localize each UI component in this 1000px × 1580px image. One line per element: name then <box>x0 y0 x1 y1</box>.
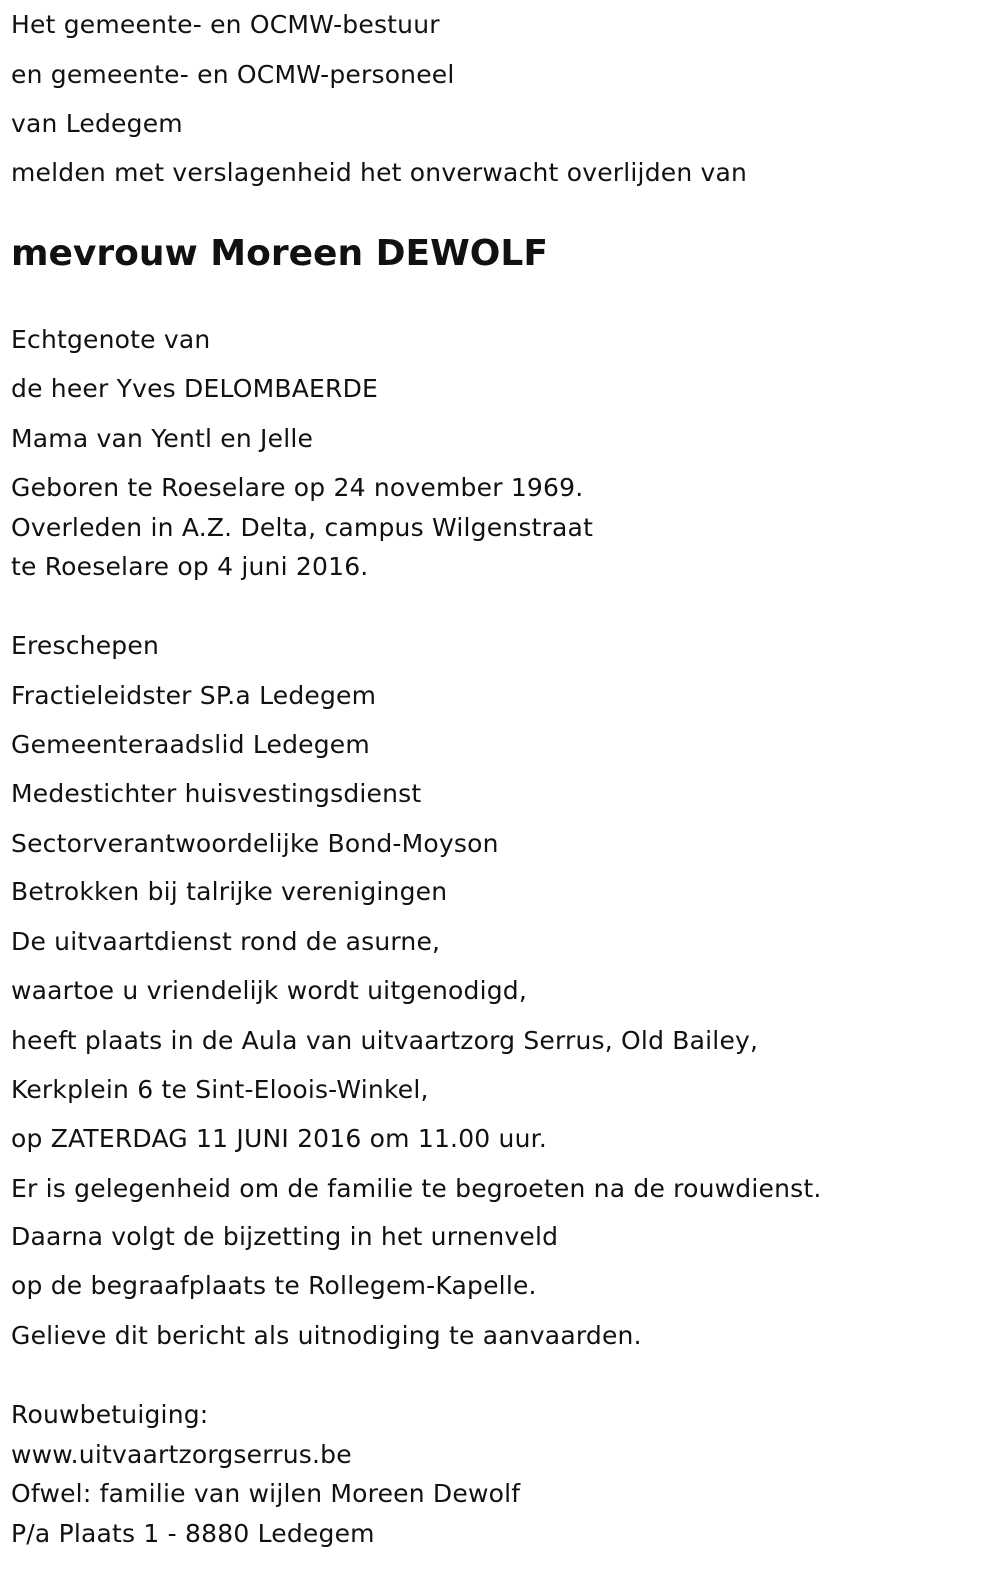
family-line-2: de heer Yves DELOMBAERDE <box>11 374 379 403</box>
intro-line-1: Het gemeente- en OCMW-bestuur <box>11 10 440 39</box>
death-line-2: te Roeselare op 4 juni 2016. <box>11 552 369 581</box>
role-line-5: Sectorverantwoordelijke Bond-Moyson <box>11 829 499 858</box>
birth-line: Geboren te Roeselare op 24 november 1969. <box>11 473 584 502</box>
ceremony-line-6: Er is gelegenheid om de familie te begroeten na de rouwdienst. <box>11 1174 822 1203</box>
ceremony-line-1: De uitvaartdienst rond de asurne, <box>11 927 441 956</box>
condolences-label: Rouwbetuiging: <box>11 1400 209 1429</box>
death-line-1: Overleden in A.Z. Delta, campus Wilgenstraat <box>11 513 594 542</box>
family-line-1: Echtgenote van <box>11 325 211 354</box>
intro-line-2: en gemeente- en OCMW-personeel <box>11 60 455 89</box>
role-line-1: Ereschepen <box>11 631 159 660</box>
role-line-4: Medestichter huisvestingsdienst <box>11 779 422 808</box>
intro-line-3: van Ledegem <box>11 109 183 138</box>
role-line-3: Gemeenteraadslid Ledegem <box>11 730 370 759</box>
condolences-address-2: P/a Plaats 1 - 8880 Ledegem <box>11 1519 375 1548</box>
ceremony-line-7: Daarna volgt de bijzetting in het urnenveld <box>11 1222 559 1251</box>
ceremony-line-4: Kerkplein 6 te Sint-Eloois-Winkel, <box>11 1075 429 1104</box>
condolences-address-1: Ofwel: familie van wijlen Moreen Dewolf <box>11 1479 521 1508</box>
ceremony-line-9: Gelieve dit bericht als uitnodiging te aanvaarden. <box>11 1321 642 1350</box>
family-line-3: Mama van Yentl en Jelle <box>11 424 314 453</box>
ceremony-line-5: op ZATERDAG 11 JUNI 2016 om 11.00 uur. <box>11 1124 547 1153</box>
intro-line-4: melden met verslagenheid het onverwacht overlijden van <box>11 158 748 187</box>
role-line-2: Fractieleidster SP.a Ledegem <box>11 681 377 710</box>
role-line-6: Betrokken bij talrijke verenigingen <box>11 877 448 906</box>
condolences-website: www.uitvaartzorgserrus.be <box>11 1440 352 1469</box>
deceased-name: mevrouw Moreen DEWOLF <box>11 233 548 274</box>
ceremony-line-2: waartoe u vriendelijk wordt uitgenodigd, <box>11 976 528 1005</box>
ceremony-line-3: heeft plaats in de Aula van uitvaartzorg Serrus, Old Bailey, <box>11 1026 759 1055</box>
ceremony-line-8: op de begraafplaats te Rollegem-Kapelle. <box>11 1271 537 1300</box>
